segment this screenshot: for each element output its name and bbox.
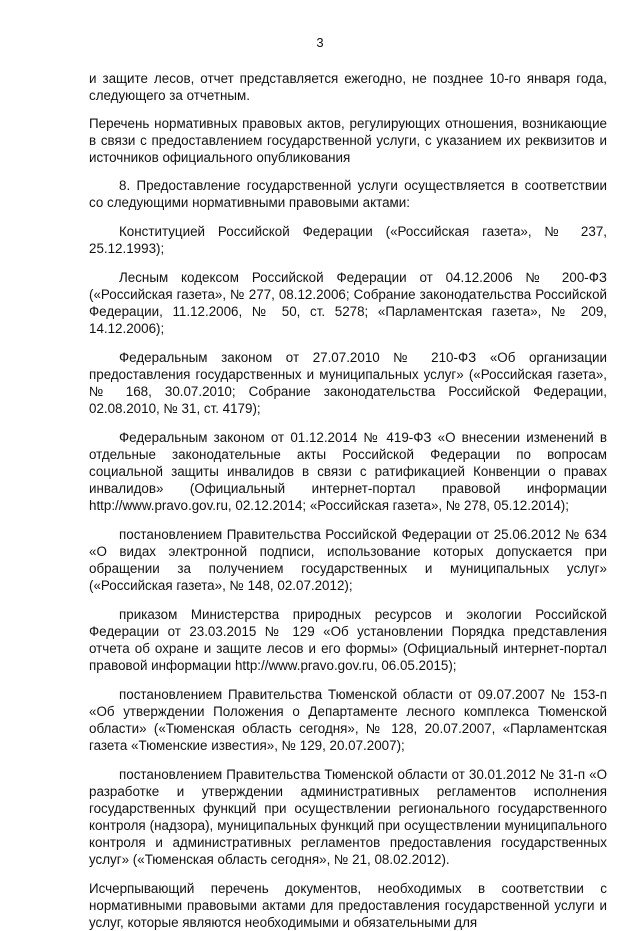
legal-act-fz-210: Федеральным законом от 27.07.2010 № 210-ФЗ «Об организации предоставления государственных и муниципальных услуг» («Российская газета», № 168, 30.07.2010; Собрание законодательства Российской Федерации, 02.08.2010, № 31, ст. 4179);	[89, 350, 607, 416]
legal-act-constitution: Конституцией Российской Федерации («Российская газета», № 237, 25.12.1993);	[89, 224, 607, 256]
paragraph-documents-list: Исчерпывающий перечень документов, необходимых в соответствии с нормативными правовыми актами для предоставления государственной услуги и услуг, которые являются необходимыми и обязательными для	[89, 881, 607, 930]
legal-act-order-129: приказом Министерства природных ресурсов и экологии Российской Федерации от 23.03.2015 № 129 «Об установлении Порядка представления отчета об охране и защите лесов и его формы» (Официальный интернет-портал правовой информации http://www.pravo.gov.ru, 06.05.2015);	[89, 607, 607, 673]
document-body	[89, 70, 607, 931]
legal-act-decree-634: постановлением Правительства Российской Федерации от 25.06.2012 № 634 «О видах электронной подписи, использование которых допускается при обращении за получением государственных и муниципальных услуг» («Российская газета», № 148, 02.07.2012);	[89, 527, 607, 593]
section-heading: Перечень нормативных правовых актов, регулирующих отношения, возникающие в связи с предоставлением государственной услуги, с указанием их реквизитов и источников официального опубликования	[89, 116, 607, 165]
legal-act-decree-31p: постановлением Правительства Тюменской области от 30.01.2012 № 31-п «О разработке и утверждении административных регламентов исполнения государственных функций при осуществлении регионального государственного контроля (надзора), муниципальных функций при осуществлении муниципального контроля и административных регламентов предоставления государственных услуг» («Тюменская область сегодня», № 21, 08.02.2012).	[89, 767, 607, 867]
legal-act-decree-153p: постановлением Правительства Тюменской области от 09.07.2007 № 153-п «Об утверждении Положения о Департаменте лесного комплекса Тюменской области» («Тюменская область сегодня», № 128, 20.07.2007, «Парламентская газета «Тюменские известия», № 129, 20.07.2007);	[89, 687, 607, 753]
legal-act-forest-code: Лесным кодексом Российской Федерации от 04.12.2006 № 200-ФЗ («Российская газета», № 277, 08.12.2006; Собрание законодательства Российской Федерации, 11.12.2006, № 50, ст. 5278; «Парламентская газета», № 209, 14.12.2006);	[89, 270, 607, 336]
paragraph-item-8: 8. Предоставление государственной услуги осуществляется в соответствии со следующими нормативными правовыми актами:	[89, 178, 607, 210]
paragraph-continuation: и защите лесов, отчет представляется ежегодно, не позднее 10-го января года, следующего за отчетным.	[89, 71, 607, 103]
page-number: 3	[316, 35, 324, 50]
legal-act-fz-419: Федеральным законом от 01.12.2014 № 419-ФЗ «О внесении изменений в отдельные законодательные акты Российской Федерации по вопросам социальной защиты инвалидов в связи с ратификацией Конвенции о правах инвалидов» (Официальный интернет-портал правовой информации http://www.pravo.gov.ru, 02.12.2014; «Российская газета», № 278, 05.12.2014);	[89, 430, 607, 513]
